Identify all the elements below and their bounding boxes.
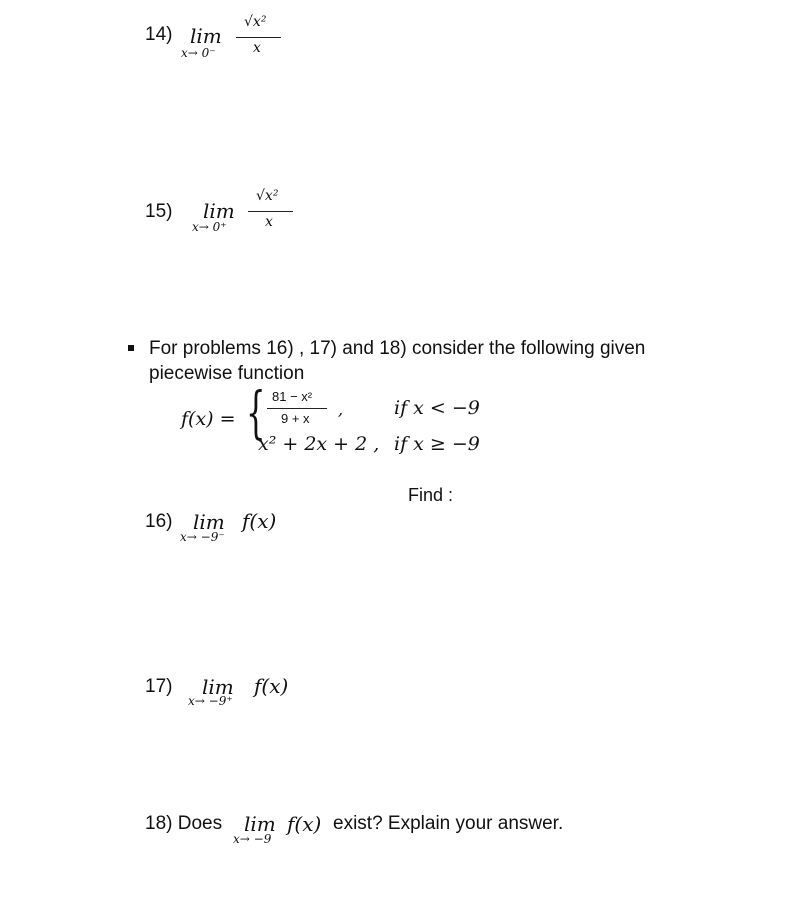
case1-numerator: 81 − x²	[272, 389, 313, 404]
problem-14-fraction-bar	[236, 37, 281, 38]
problem-17-approach: x→ −9⁺	[188, 694, 233, 708]
case1-denominator: 9 + x	[281, 411, 310, 426]
problem-18-lim: lim	[244, 812, 276, 836]
case2-expression: x² + 2x + 2 ,	[258, 433, 380, 455]
problem-15-fraction-bar	[248, 211, 293, 212]
problem-16-lim: lim	[193, 510, 225, 534]
problem-17-function: f(x)	[254, 674, 289, 698]
problem-14-number: 14)	[145, 24, 173, 45]
problem-16-approach: x→ −9⁻	[180, 530, 225, 544]
problem-14-approach: x→ 0⁻	[181, 46, 216, 60]
instruction-line-2: piecewise function	[149, 363, 305, 384]
problem-15-denominator: x	[265, 214, 273, 230]
problem-17-number: 17)	[145, 676, 173, 697]
problem-14-lim: lim	[190, 24, 222, 48]
problem-14-numerator: √x²	[244, 14, 267, 30]
case2-condition: if x ≥ −9	[394, 433, 480, 455]
case1-comma: ,	[338, 400, 344, 419]
bullet-icon	[128, 345, 134, 351]
case1-condition: if x < −9	[394, 397, 480, 419]
problem-16-function: f(x)	[242, 509, 277, 533]
problem-15-number: 15)	[145, 201, 173, 222]
find-label: Find :	[408, 485, 454, 505]
problem-15-approach: x→ 0⁺	[192, 220, 227, 234]
problem-18-function: f(x)	[287, 812, 322, 836]
piecewise-brace: {	[246, 381, 266, 446]
problem-14-denominator: x	[253, 40, 261, 56]
problem-16-number: 16)	[145, 511, 173, 532]
problem-18-suffix: exist? Explain your answer.	[333, 813, 564, 834]
problem-18-prefix: 18) Does	[145, 813, 223, 834]
piecewise-lhs: f(x) =	[181, 408, 236, 430]
case1-fraction-bar	[267, 408, 327, 409]
problem-17-lim: lim	[202, 675, 234, 699]
problem-15-numerator: √x²	[256, 188, 279, 204]
problem-18-approach: x→ −9	[233, 832, 272, 846]
problem-15-lim: lim	[203, 199, 235, 223]
instruction-line-1: For problems 16) , 17) and 18) consider the following given	[149, 338, 646, 359]
